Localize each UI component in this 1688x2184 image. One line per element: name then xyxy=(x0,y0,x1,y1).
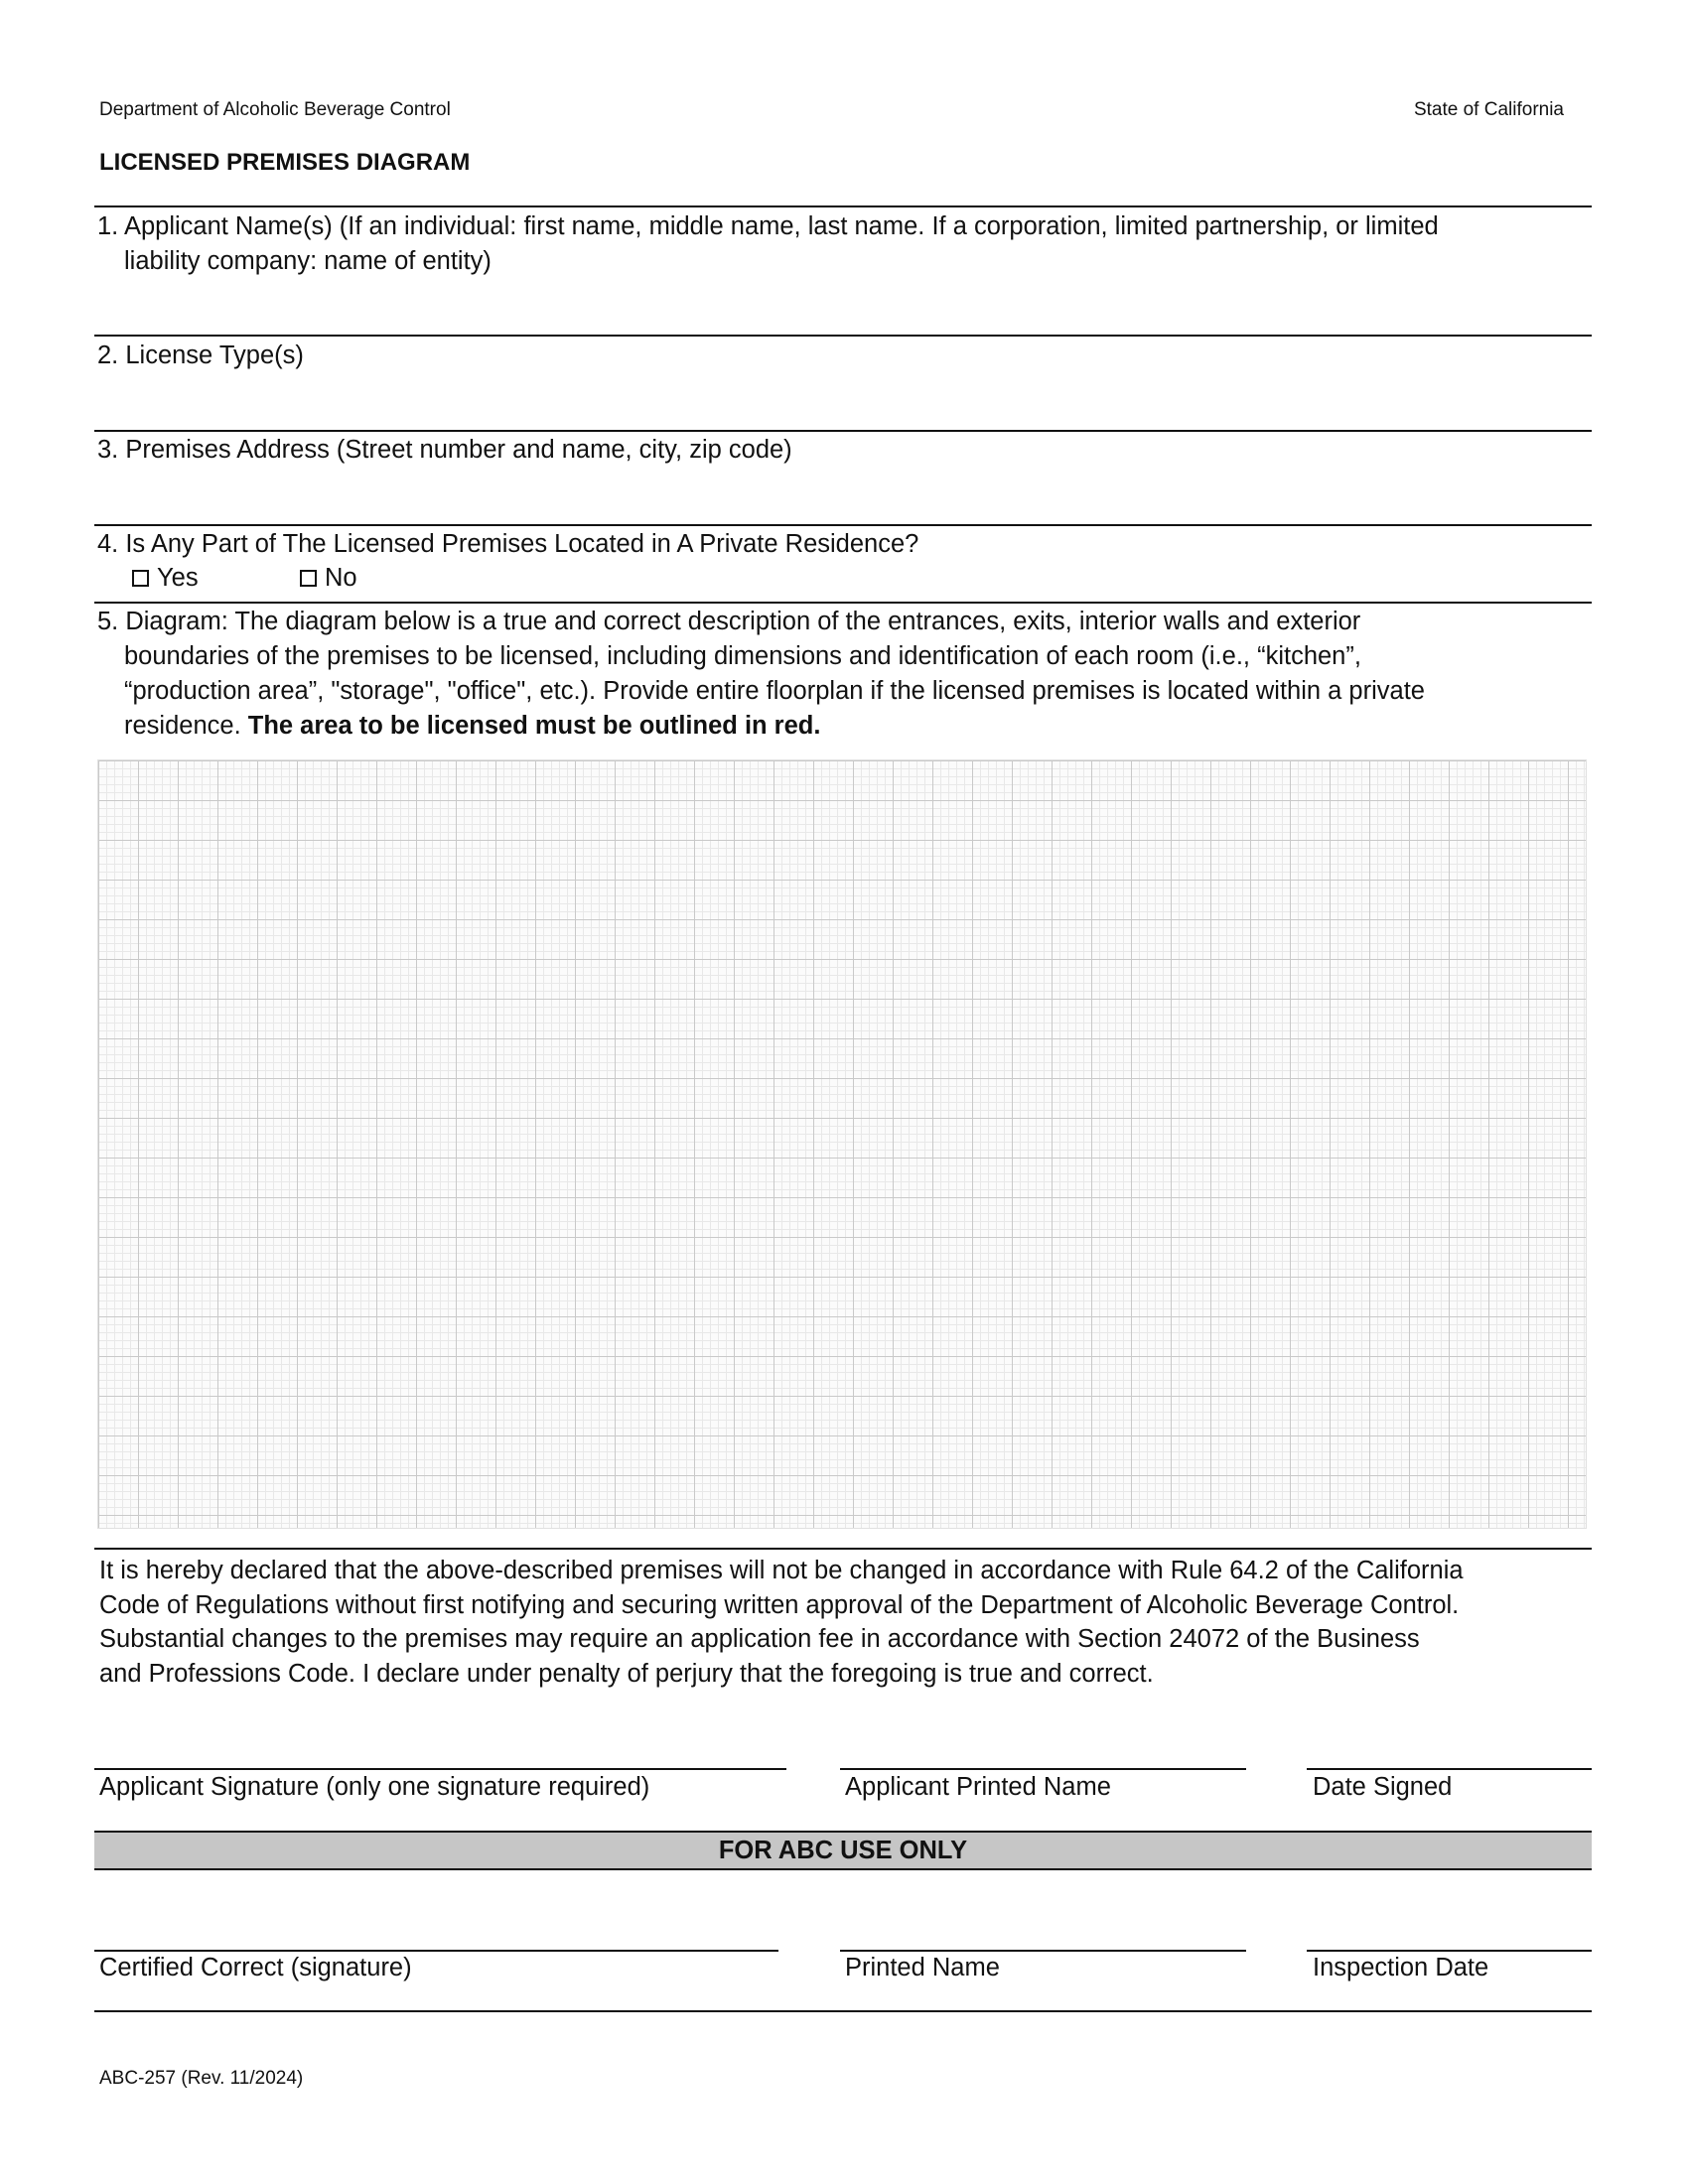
divider-bottom xyxy=(94,2010,1592,2012)
yes-checkbox-option[interactable] xyxy=(132,564,199,593)
diagram-text-line4: residence. xyxy=(124,712,248,740)
diagram-text-line3: “production area”, "storage", "office", etc.). Provide entire floorplan if the licensed premises is located within a private xyxy=(124,677,1425,705)
premises-address-field[interactable] xyxy=(97,433,1582,468)
yes-checkbox[interactable] xyxy=(132,570,149,587)
declaration-line4: and Professions Code. I declare under penalty of perjury that the foregoing is true and correct. xyxy=(99,1659,1154,1688)
divider-field-5 xyxy=(94,602,1592,604)
diagram-grid[interactable] xyxy=(97,759,1587,1529)
certified-correct-line[interactable] xyxy=(94,1950,778,1952)
diagram-text-line2: boundaries of the premises to be licensed, including dimensions and identification of each room (i.e., “kitchen”, xyxy=(124,642,1361,670)
applicant-printed-name-line[interactable] xyxy=(840,1768,1246,1770)
divider-field-2 xyxy=(94,335,1592,337)
printed-name-label: Printed Name xyxy=(845,1954,1000,1981)
applicant-name-field[interactable] xyxy=(97,209,1582,279)
form-id: ABC-257 (Rev. 11/2024) xyxy=(99,2068,304,2089)
department-name: Department of Alcoholic Beverage Control xyxy=(99,99,451,120)
state-name: State of California xyxy=(1413,99,1564,120)
date-signed-label: Date Signed xyxy=(1313,1773,1453,1801)
diagram-instructions xyxy=(97,605,1582,744)
declaration-text xyxy=(99,1554,1594,1691)
applicant-signature-label: Applicant Signature (only one signature required) xyxy=(99,1773,650,1801)
declaration-line3: Substantial changes to the premises may require an application fee in accordance with Section 24072 of the Business xyxy=(99,1625,1420,1653)
premises-address-label: 3. Premises Address (Street number and name, city, zip code) xyxy=(97,436,792,464)
divider-field-3 xyxy=(94,430,1592,432)
applicant-signature-line[interactable] xyxy=(94,1768,786,1770)
no-label: No xyxy=(325,564,357,592)
date-signed-line[interactable] xyxy=(1307,1768,1592,1770)
declaration-line2: Code of Regulations without first notifying and securing written approval of the Department of Alcoholic Beverage Control. xyxy=(99,1590,1460,1619)
abc-use-only-banner: FOR ABC USE ONLY xyxy=(94,1831,1592,1870)
divider-field-4 xyxy=(94,524,1592,526)
license-type-field[interactable] xyxy=(97,339,1582,373)
no-checkbox[interactable] xyxy=(300,570,317,587)
applicant-name-label-line2: liability company: name of entity) xyxy=(124,247,492,275)
private-residence-question: 4. Is Any Part of The Licensed Premises Located in A Private Residence? xyxy=(97,530,919,558)
applicant-name-label-line1: 1. Applicant Name(s) (If an individual: first name, middle name, last name. If a corporation, limited partnership, or limited xyxy=(97,212,1439,240)
printed-name-line[interactable] xyxy=(840,1950,1246,1952)
diagram-red-outline-note: The area to be licensed must be outlined in red. xyxy=(247,712,821,740)
yes-label: Yes xyxy=(157,564,199,592)
divider-field-1 xyxy=(94,205,1592,207)
certified-correct-label: Certified Correct (signature) xyxy=(99,1954,412,1981)
declaration-line1: It is hereby declared that the above-described premises will not be changed in accordance with Rule 64.2 of the California xyxy=(99,1557,1464,1584)
diagram-text-line1: 5. Diagram: The diagram below is a true and correct description of the entrances, exits, interior walls and exterior xyxy=(97,608,1361,635)
divider-declaration xyxy=(94,1548,1592,1550)
inspection-date-line[interactable] xyxy=(1307,1950,1592,1952)
no-checkbox-option[interactable] xyxy=(300,564,357,593)
license-type-label: 2. License Type(s) xyxy=(97,341,304,369)
form-title: LICENSED PREMISES DIAGRAM xyxy=(99,149,471,176)
inspection-date-label: Inspection Date xyxy=(1313,1954,1489,1981)
applicant-printed-name-label: Applicant Printed Name xyxy=(845,1773,1111,1801)
